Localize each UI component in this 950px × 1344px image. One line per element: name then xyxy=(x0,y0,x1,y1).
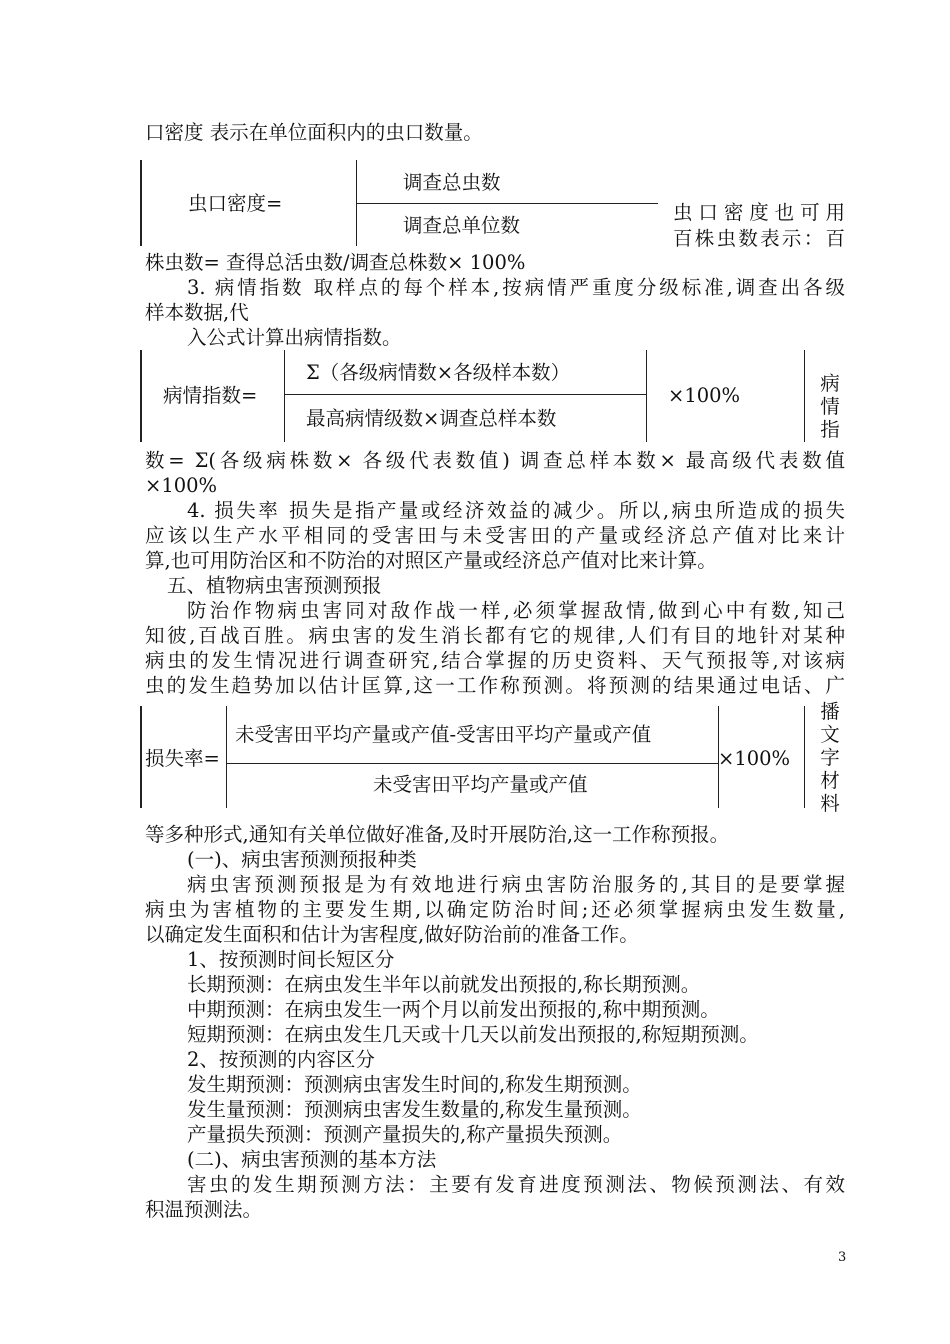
text-line: ×100% xyxy=(145,474,218,497)
text-line: 以确定发生面积和估计为害程度,做好防治前的准备工作。 xyxy=(145,923,639,946)
section-heading: (二)、病虫害预测的基本方法 xyxy=(187,1148,437,1171)
text-line: 发生期预测：预测病虫害发生时间的,称发生期预测。 xyxy=(187,1073,642,1096)
formula-divider xyxy=(646,350,647,442)
side-note: 虫口密度也可用 xyxy=(673,201,845,224)
formula-label: 虫口密度= xyxy=(188,192,283,215)
formula-label: 病情指数= xyxy=(163,384,258,407)
formula-numerator: 调查总虫数 xyxy=(403,171,501,194)
formula-multiplier: ×100% xyxy=(718,747,791,770)
text-line: 病虫的发生情况进行调查研究,结合掌握的历史资料、天气预报等,对该病 xyxy=(145,649,845,672)
subsection-heading: 2、按预测的内容区分 xyxy=(187,1048,375,1071)
section-heading: 五、植物病虫害预测预报 xyxy=(167,574,382,597)
text-line: 防治作物病虫害同对敌作战一样,必须掌握敌情,做到心中有数,知己 xyxy=(187,599,845,622)
fraction-bar xyxy=(226,763,718,764)
text-line: 短期预测：在病虫发生几天或十几天以前发出预报的,称短期预测。 xyxy=(187,1023,759,1046)
text-line: 株虫数= 查得总活虫数/调查总株数× 100% xyxy=(145,251,526,274)
side-vertical-text: 播文字材料 xyxy=(820,700,840,815)
text-line: 发生量预测：预测病虫害发生数量的,称发生量预测。 xyxy=(187,1098,642,1121)
text-line: 产量损失预测：预测产量损失的,称产量损失预测。 xyxy=(187,1123,623,1146)
side-note: 百株虫数表示：百 xyxy=(673,227,845,250)
text-line: 算,也可用防治区和不防治的对照区产量或经济总产值对比来计算。 xyxy=(145,549,717,572)
side-vertical-text: 病情指 xyxy=(820,372,840,441)
subsection-heading: 1、按预测时间长短区分 xyxy=(187,948,395,971)
fraction-bar xyxy=(356,203,658,204)
text-line: 入公式计算出病情指数。 xyxy=(187,326,402,349)
text-line: 样本数据,代 xyxy=(145,301,249,324)
formula-numerator: Σ（各级病情数×各级样本数） xyxy=(306,361,571,384)
text-line: 口密度 表示在单位面积内的虫口数量。 xyxy=(145,121,483,144)
text-line: 知彼,百战百胜。病虫害的发生消长都有它的规律,人们有目的地针对某种 xyxy=(145,624,845,647)
formula-denominator: 未受害田平均产量或产值 xyxy=(373,773,588,796)
formula-left-bar xyxy=(140,160,142,246)
text-line: 4. 损失率 损失是指产量或经济效益的减少。所以,病虫所造成的损失 xyxy=(187,499,845,522)
section-heading: (一)、病虫害预测预报种类 xyxy=(187,848,417,871)
page-number: 3 xyxy=(838,1250,847,1265)
text-line: 病虫害预测预报是为有效地进行病虫害防治服务的,其目的是要掌握 xyxy=(187,873,845,896)
formula-divider xyxy=(804,706,805,808)
text-line: 病虫为害植物的主要发生期,以确定防治时间;还必须掌握病虫发生数量, xyxy=(145,898,845,921)
text-line: 应该以生产水平相同的受害田与未受害田的产量或经济总产值对比来计 xyxy=(145,524,845,547)
text-line: 数= Σ(各级病株数× 各级代表数值) 调查总样本数× 最高级代表数值 xyxy=(145,449,845,472)
formula-divider xyxy=(284,350,285,442)
text-line: 虫的发生趋势加以估计匡算,这一工作称预测。将预测的结果通过电话、广 xyxy=(145,674,845,697)
text-line: 害虫的发生期预测方法：主要有发育进度预测法、物候预测法、有效 xyxy=(187,1173,845,1196)
formula-denominator: 调查总单位数 xyxy=(403,214,521,237)
formula-left-bar xyxy=(140,350,142,442)
formula-divider xyxy=(804,350,805,442)
text-line: 积温预测法。 xyxy=(145,1198,263,1221)
formula-label: 损失率= xyxy=(145,747,220,770)
text-line: 中期预测：在病虫发生一两个月以前发出预报的,称中期预测。 xyxy=(187,998,720,1021)
formula-denominator: 最高病情级数×调查总样本数 xyxy=(306,407,557,430)
fraction-bar xyxy=(284,394,646,395)
formula-multiplier: ×100% xyxy=(668,384,741,407)
text-line: 等多种形式,通知有关单位做好准备,及时开展防治,这一工作称预报。 xyxy=(145,823,730,846)
formula-left-bar xyxy=(140,706,142,808)
formula-numerator: 未受害田平均产量或产值-受害田平均产量或产值 xyxy=(235,723,652,746)
formula-divider xyxy=(226,706,227,808)
text-line: 3. 病情指数 取样点的每个样本,按病情严重度分级标准,调查出各级 xyxy=(187,276,845,299)
text-line: 长期预测：在病虫发生半年以前就发出预报的,称长期预测。 xyxy=(187,973,701,996)
